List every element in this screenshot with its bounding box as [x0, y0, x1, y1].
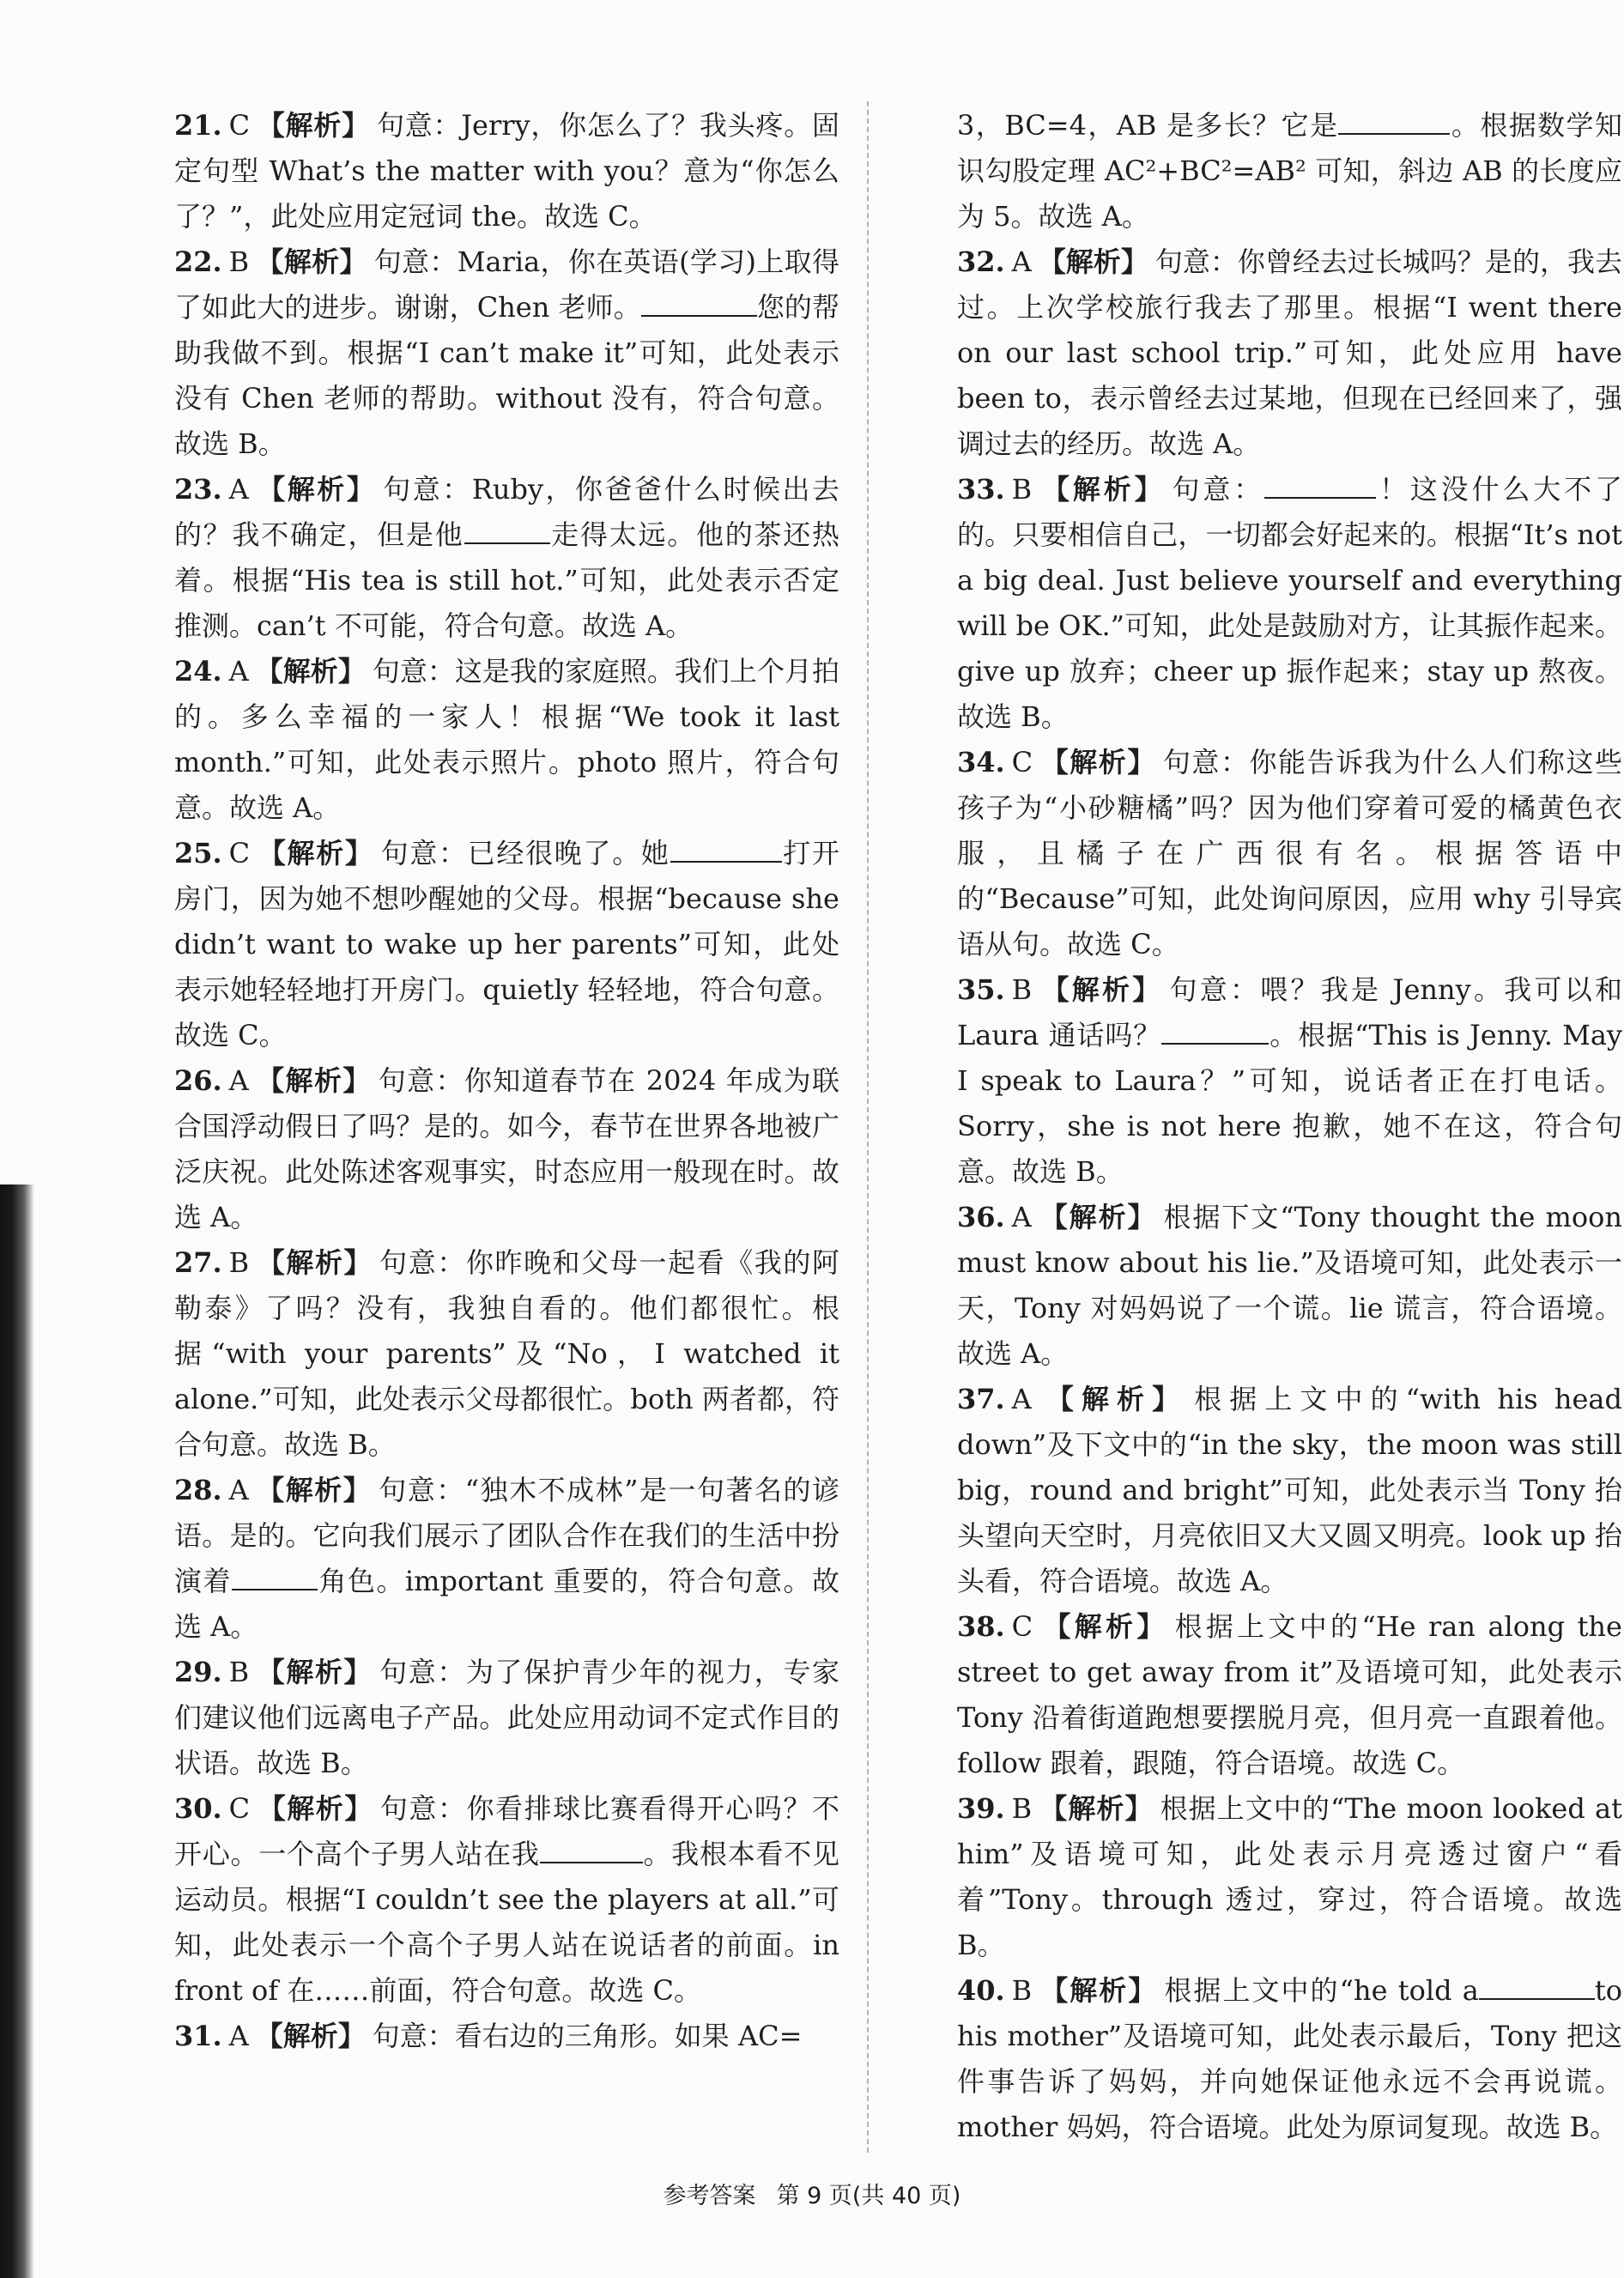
question-number: 38.	[957, 1610, 1005, 1643]
answer-letter: B	[1011, 473, 1033, 506]
answer-entry-21	[174, 103, 839, 239]
analysis-tag: 【解析】	[255, 1064, 372, 1097]
question-number: 37.	[957, 1383, 1005, 1415]
explanation-text: 根据上文中的“with his head down”及下文中的“in the sky，the moon was still big，round and bright”可知，此处表示当 Tony 抬头望向天空时，月亮依旧又大又圆又明亮。look up 抬头看，符合语境。故选 A。	[957, 1383, 1622, 1597]
answer-entry-27	[174, 1240, 839, 1468]
analysis-tag: 【解析】	[257, 109, 370, 142]
fill-blank	[1161, 1019, 1269, 1045]
explanation-text: 句意：看右边的三角形。如果 AC=	[372, 2020, 803, 2052]
explanation-text: 。根据数学知识勾股定理 AC²+BC²=AB² 可知，斜边 AB 的长度应为 5。故选 A。	[957, 109, 1622, 233]
answer-letter: C	[1011, 1610, 1033, 1643]
answer-entry-30	[174, 1786, 839, 2014]
answer-letter: B	[1011, 973, 1033, 1006]
analysis-tag: 【解析】	[1039, 973, 1163, 1006]
answer-entry-36	[957, 1195, 1622, 1377]
analysis-tag: 【解析】	[257, 837, 374, 869]
explanation-text: 句意：Jerry，你怎么了？我头疼。固定句型 What’s the matter with you？意为“你怎么了？”，此处应用定冠词 the。故选 C。	[174, 109, 839, 233]
question-number: 39.	[957, 1792, 1005, 1825]
question-number: 27.	[174, 1246, 222, 1279]
answer-entry-40	[957, 1968, 1622, 2150]
question-number: 31.	[174, 2020, 222, 2052]
answer-letter: A	[1011, 245, 1032, 278]
answer-entry-33	[957, 467, 1622, 740]
explanation-text: 3，BC=4，AB 是多长？它是	[957, 109, 1339, 142]
column-divider	[867, 101, 869, 2153]
answer-letter: B	[1011, 1974, 1033, 2007]
analysis-tag: 【解析】	[255, 1474, 373, 1506]
binding-shadow	[0, 1184, 34, 2278]
answer-entry-31-continued	[957, 103, 1622, 239]
answer-entry-24	[174, 649, 839, 831]
fill-blank	[1338, 109, 1450, 135]
explanation-text: 句意：你知道春节在 2024 年成为联合国浮动假日了吗？是的。如今，春节在世界各地被广泛庆祝。此处陈述客观事实，时态应用一般现在时。故选 A。	[174, 1064, 839, 1233]
answer-letter: A	[228, 2020, 249, 2052]
answer-letter: C	[228, 837, 251, 869]
analysis-tag: 【解析】	[255, 473, 377, 506]
analysis-tag: 【解析】	[1038, 1383, 1188, 1415]
analysis-tag: 【解析】	[255, 655, 366, 688]
answer-letter: A	[228, 1064, 249, 1097]
explanation-text: to his mother”及语境可知，此处表示最后，Tony 把这件事告诉了妈妈，并向她保证他永远不会再说谎。mother 妈妈，符合语境。此处为原词复现。故选 B。	[957, 1974, 1622, 2143]
explanation-text: 。我根本看不见运动员。根据“I couldn’t see the players at all.”可知，此处表示一个高个子男人站在说话者的前面。in front of 在……前面，符合句意。故选 C。	[174, 1838, 839, 2007]
question-number: 33.	[957, 473, 1005, 506]
page-footer	[0, 2177, 1624, 2210]
explanation-text: 根据下文“Tony thought the moon must know about his lie.”及语境可知，此处表示一天，Tony 对妈妈说了一个谎。lie 谎言，符合语境。故选 A。	[957, 1201, 1622, 1370]
explanation-text: 句意：你看排球比赛看得开心吗？不开心。一个高个子男人站在我	[174, 1792, 839, 1870]
question-number: 22.	[174, 245, 222, 278]
right-column	[957, 103, 1622, 2150]
analysis-tag: 【解析】	[1038, 245, 1148, 278]
answer-letter: A	[1011, 1201, 1032, 1233]
explanation-text: 您的帮助我做不到。根据“I can’t make it”可知，此处表示没有 Chen 老师的帮助。without 没有，符合句意。故选 B。	[174, 291, 839, 460]
answer-entry-22	[174, 239, 839, 467]
explanation-text: 。根据“This is Jenny. May I speak to Laura？”可知，说话者正在打电话。Sorry，she is not here 抱歉，她不在这，符合句意。故选 B。	[957, 1019, 1622, 1188]
question-number: 28.	[174, 1474, 222, 1506]
answer-letter: B	[228, 245, 250, 278]
answer-entry-26	[174, 1058, 839, 1240]
footer-page-info: 第 9 页(共 40 页)	[776, 2183, 961, 2209]
analysis-tag: 【解析】	[1039, 1974, 1158, 2007]
question-number: 32.	[957, 245, 1005, 278]
explanation-text: 句意：已经很晚了。她	[380, 837, 670, 869]
answer-letter: A	[228, 1474, 249, 1506]
analysis-tag: 【解析】	[1039, 1610, 1168, 1643]
question-number: 40.	[957, 1974, 1005, 2007]
left-column	[174, 103, 839, 2059]
explanation-text: 句意：你昨晚和父母一起看《我的阿勒泰》了吗？没有，我独自看的。他们都很忙。根据“with your parents”及“No，I watched it alone.”可知，此处表示父母都很忙。both 两者都，符合句意。故选 B。	[174, 1246, 839, 1461]
answer-entry-29	[174, 1650, 839, 1786]
fill-blank	[641, 291, 757, 317]
answer-letter: A	[228, 473, 249, 506]
answer-entry-23	[174, 467, 839, 649]
answer-entry-34	[957, 740, 1622, 967]
question-number: 24.	[174, 655, 222, 688]
question-number: 25.	[174, 837, 222, 869]
question-number: 30.	[174, 1792, 222, 1825]
answer-entry-31	[174, 2014, 839, 2059]
analysis-tag: 【解析】	[256, 1246, 373, 1279]
answer-letter: B	[228, 1246, 250, 1279]
question-number: 34.	[957, 746, 1005, 779]
analysis-tag: 【解析】	[256, 245, 367, 278]
answer-entry-32	[957, 239, 1622, 467]
explanation-text: 句意：“独木不成林”是一句著名的谚语。是的。它向我们展示了团队合作在我们的生活中扮演着	[174, 1474, 839, 1597]
question-number: 36.	[957, 1201, 1005, 1233]
explanation-text: 句意：这是我的家庭照。我们上个月拍的。多么幸福的一家人！根据“We took it last month.”可知，此处表示照片。photo 照片，符合句意。故选 A。	[174, 655, 839, 824]
analysis-tag: 【解析】	[1039, 1792, 1154, 1825]
fill-blank	[464, 518, 550, 544]
answer-letter: C	[228, 109, 251, 142]
footer-section-label: 参考答案	[663, 2183, 756, 2209]
explanation-text: 句意：Maria，你在英语(学习)上取得了如此大的进步。谢谢，Chen 老师。	[174, 245, 839, 324]
answer-letter: B	[228, 1656, 250, 1688]
question-number: 21.	[174, 109, 222, 142]
analysis-tag: 【解析】	[1038, 1201, 1157, 1233]
explanation-text: 角色。important 重要的，符合句意。故选 A。	[174, 1565, 839, 1643]
analysis-tag: 【解析】	[256, 1656, 373, 1688]
answer-letter: A	[228, 655, 249, 688]
explanation-text: 根据上文中的“he told a	[1164, 1974, 1479, 2007]
question-number: 35.	[957, 973, 1005, 1006]
question-number: 23.	[174, 473, 222, 506]
answer-entry-28	[174, 1468, 839, 1650]
explanation-text: 根据上文中的“The moon looked at him”及语境可知，此处表示月亮透过窗户“看着”Tony。through 透过，穿过，符合语境。故选 B。	[957, 1792, 1622, 1961]
fill-blank	[670, 837, 782, 863]
answer-letter: A	[1011, 1383, 1032, 1415]
analysis-tag: 【解析】	[255, 2020, 366, 2052]
explanation-text: 根据上文中的“He ran along the street to get away from it”及语境可知，此处表示 Tony 沿着街道跑想要摆脱月亮，但月亮一直跟着他。follow 跟着，跟随，符合语境。故选 C。	[957, 1610, 1622, 1779]
answer-entry-25	[174, 831, 839, 1058]
explanation-text: 句意：	[1172, 473, 1265, 506]
answer-entry-39	[957, 1786, 1622, 1968]
answer-letter: B	[1011, 1792, 1033, 1825]
answer-letter: C	[228, 1792, 251, 1825]
explanation-text: 句意：Ruby，你爸爸什么时候出去的？我不确定，但是他	[174, 473, 839, 551]
explanation-text: 句意：为了保护青少年的视力，专家们建议他们远离电子产品。此处应用动词不定式作目的状语。故选 B。	[174, 1656, 839, 1779]
explanation-text: ！这没什么大不了的。只要相信自己，一切都会好起来的。根据“It’s not a big deal. Just believe yourself and everything will be OK.”可知，此处是鼓励对方，让其振作起来。give up 放弃；cheer up 振作起来；stay up 熬夜。故选 B。	[957, 473, 1622, 733]
fill-blank	[1479, 1974, 1595, 2000]
explanation-text: 句意：喂？我是 Jenny。我可以和 Laura 通话吗？	[957, 973, 1622, 1051]
explanation-text: 打开房门，因为她不想吵醒她的父母。根据“because she didn’t want to wake up her parents”可知，此处表示她轻轻地打开房门。quietly 轻轻地，符合句意。故选 C。	[174, 837, 839, 1051]
answer-entry-37	[957, 1377, 1622, 1604]
fill-blank	[540, 1838, 643, 1863]
answer-entry-38	[957, 1604, 1622, 1786]
analysis-tag: 【解析】	[1039, 746, 1156, 779]
question-number: 29.	[174, 1656, 222, 1688]
explanation-text: 句意：你能告诉我为什么人们称这些孩子为“小砂糖橘”吗？因为他们穿着可爱的橘黄色衣服，且橘子在广西很有名。根据答语中的“Because”可知，此处询问原因，应用 why 引导宾语从句。故选 C。	[957, 746, 1622, 960]
explanation-text: 句意：你曾经去过长城吗？是的，我去过。上次学校旅行我去了那里。根据“I went there on our last school trip.”可知，此处应用 have been to，表示曾经去过某地，但现在已经回来了，强调过去的经历。故选 A。	[957, 245, 1622, 460]
explanation-text: 走得太远。他的茶还热着。根据“His tea is still hot.”可知，此处表示否定推测。can’t 不可能，符合句意。故选 A。	[174, 518, 839, 642]
answer-letter: C	[1011, 746, 1033, 779]
question-number: 26.	[174, 1064, 222, 1097]
analysis-tag: 【解析】	[1039, 473, 1166, 506]
fill-blank	[1264, 473, 1376, 499]
fill-blank	[232, 1565, 318, 1590]
analysis-tag: 【解析】	[257, 1792, 373, 1825]
answer-entry-35	[957, 967, 1622, 1195]
